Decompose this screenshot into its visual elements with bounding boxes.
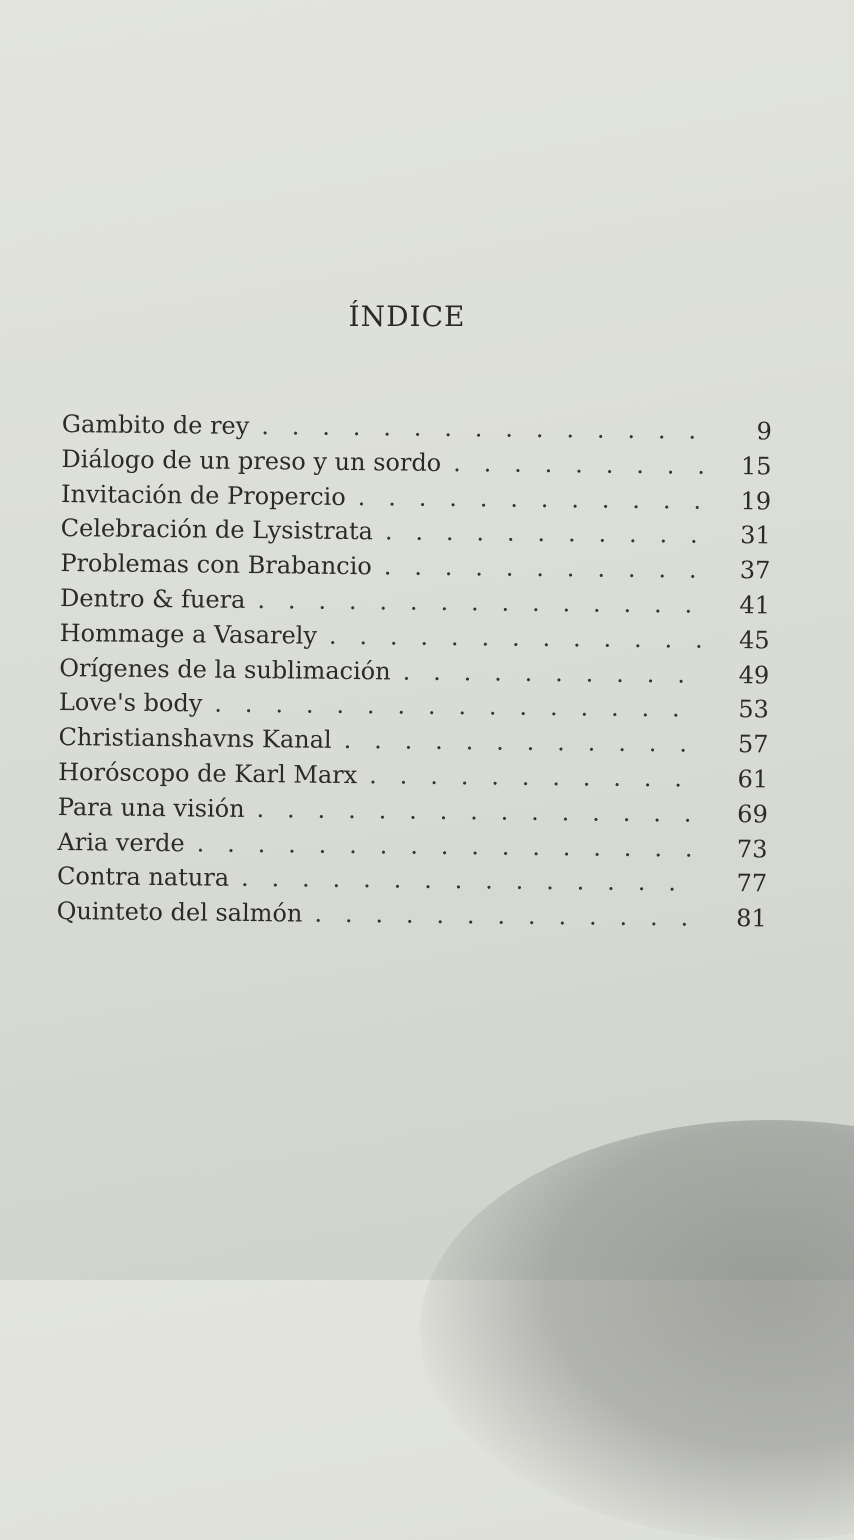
toc-entry-page: 41 — [739, 591, 771, 620]
toc-entry-title: Problemas con Brabancio — [60, 549, 372, 581]
toc-entry-title: Celebración de Lysistrata — [60, 514, 374, 546]
toc-entry-page: 31 — [740, 521, 771, 550]
index-title: ÍNDICE — [348, 300, 466, 333]
toc-entry-title: Quinteto del salmón — [56, 897, 303, 928]
leader-dots — [369, 761, 700, 792]
toc-entry-page: 69 — [737, 799, 768, 829]
toc-entry-title: Orígenes de la sublimación — [59, 653, 391, 686]
toc-entry-title: Hommage a Vasarely — [59, 618, 318, 650]
toc-entry-page: 15 — [740, 451, 772, 481]
leader-dots — [241, 864, 699, 897]
leader-dots — [358, 483, 704, 515]
toc-entry-title: Dentro & fuera — [59, 583, 246, 614]
toc-entry-title: Christianshavns Kanal — [58, 723, 332, 755]
toc-entry-title: Aria verde — [57, 827, 185, 857]
leader-dots — [384, 553, 703, 584]
leader-dots — [344, 726, 701, 758]
toc-entry-page: 49 — [738, 660, 770, 689]
hand-shadow — [420, 1120, 854, 1540]
toc-entry-page: 81 — [736, 904, 767, 933]
leader-dots — [403, 657, 702, 688]
toc-entry-title: Diálogo de un preso y un sordo — [61, 444, 442, 477]
toc-entry — [57, 897, 767, 939]
table-of-contents — [57, 410, 772, 939]
toc-entry-page: 37 — [739, 556, 771, 585]
leader-dots — [197, 829, 700, 862]
toc-entry-page: 61 — [737, 765, 769, 794]
toc-entry-page: 45 — [738, 625, 770, 655]
toc-entry-page: 57 — [737, 730, 769, 759]
leader-dots — [256, 795, 699, 828]
toc-entry-page: 9 — [756, 417, 772, 446]
toc-entry-title: Invitación de Propercio — [60, 479, 346, 511]
toc-entry-page: 77 — [736, 869, 768, 898]
leader-dots — [261, 412, 704, 445]
leader-dots — [453, 449, 704, 480]
toc-entry-title: Love's body — [58, 688, 203, 718]
leader-dots — [214, 690, 701, 723]
toc-entry-title: Gambito de rey — [61, 410, 250, 440]
leader-dots — [314, 900, 699, 932]
leader-dots — [257, 586, 702, 619]
toc-entry-title: Para una visión — [57, 792, 245, 823]
leader-dots — [385, 518, 703, 549]
leader-dots — [329, 622, 702, 654]
toc-entry-title: Horóscopo de Karl Marx — [58, 757, 358, 790]
toc-entry-page: 53 — [738, 695, 770, 724]
toc-entry-page: 19 — [740, 486, 772, 516]
toc-entry-page: 73 — [736, 834, 768, 863]
toc-entry-title: Contra natura — [56, 862, 230, 893]
